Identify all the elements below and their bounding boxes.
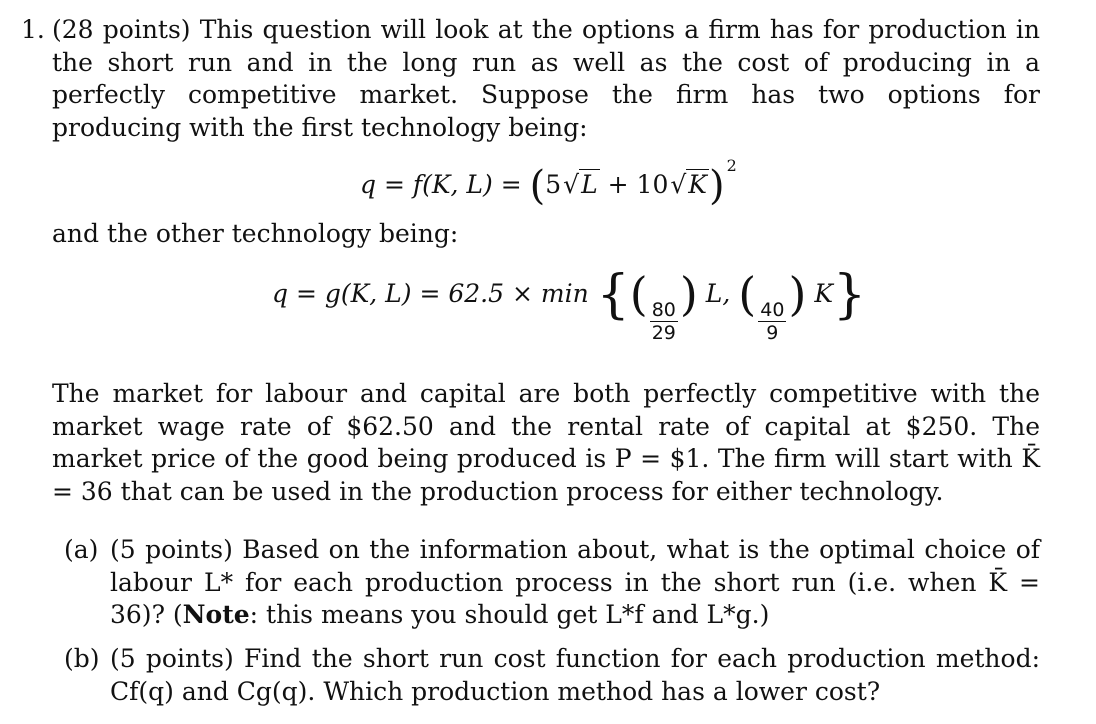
note-label: Note	[182, 600, 250, 629]
equation-g-lhs: q = g(K, L) = 62.5 × min	[272, 279, 589, 308]
equation-g: q = g(K, L) = 62.5 × min {( $\frac{80}{29}$ ) L, ( $\frac{40}{9}$ ) K}	[272, 265, 867, 344]
equation-f-lhs: q = f(K, L) =	[360, 170, 522, 199]
market-text: The market for labour and capital are both perfectly competitive with the market wage rate of $62.50 and the rental rate of capital at $250. The market price of the good being produced is P = $1. The firm will start with K̄ = 36 that can be used in the production process for either technology.	[52, 379, 1040, 506]
part-b-text: (5 points) Find the short run cost function for each production method: Cf(q) and Cg(q). Which production method has a lower cost?	[110, 644, 1040, 706]
right-brace: }	[833, 265, 867, 325]
part-a-text: (5 points) Based on the information about, what is the optimal choice of labour L* for each production process in the short run (i.e. when K̄ = 36)? (Note: this means you should get L*f and L*g.)	[110, 535, 1040, 629]
left-paren: (	[529, 163, 546, 209]
part-b-label: (b)	[64, 644, 100, 673]
sqrt-k: √K	[670, 170, 707, 199]
var-l: L,	[705, 279, 731, 308]
fraction-40-9: $\frac{40}{9}$	[760, 299, 785, 344]
var-k: K	[814, 279, 834, 308]
plus-term: + 10	[607, 170, 669, 199]
equation-f	[360, 150, 737, 209]
question-intro: (28 points) This question will look at the options a firm has for production in the short run and in the long run as well as the cost of producing in a perfectly competitive market. Suppose the firm has two options for producing with the first technology being:	[52, 15, 1040, 142]
part-a-label: (a)	[64, 535, 99, 564]
fraction-80-29: $\frac{80}{29}$	[651, 299, 676, 344]
sqrt-l: √L	[563, 170, 598, 199]
left-brace: {	[596, 265, 630, 325]
coef-l: 5	[545, 170, 562, 199]
transition-text: and the other technology being:	[52, 219, 459, 248]
exponent: 2	[726, 156, 737, 175]
question-number: 1.	[21, 15, 45, 44]
right-paren: )	[708, 163, 725, 209]
